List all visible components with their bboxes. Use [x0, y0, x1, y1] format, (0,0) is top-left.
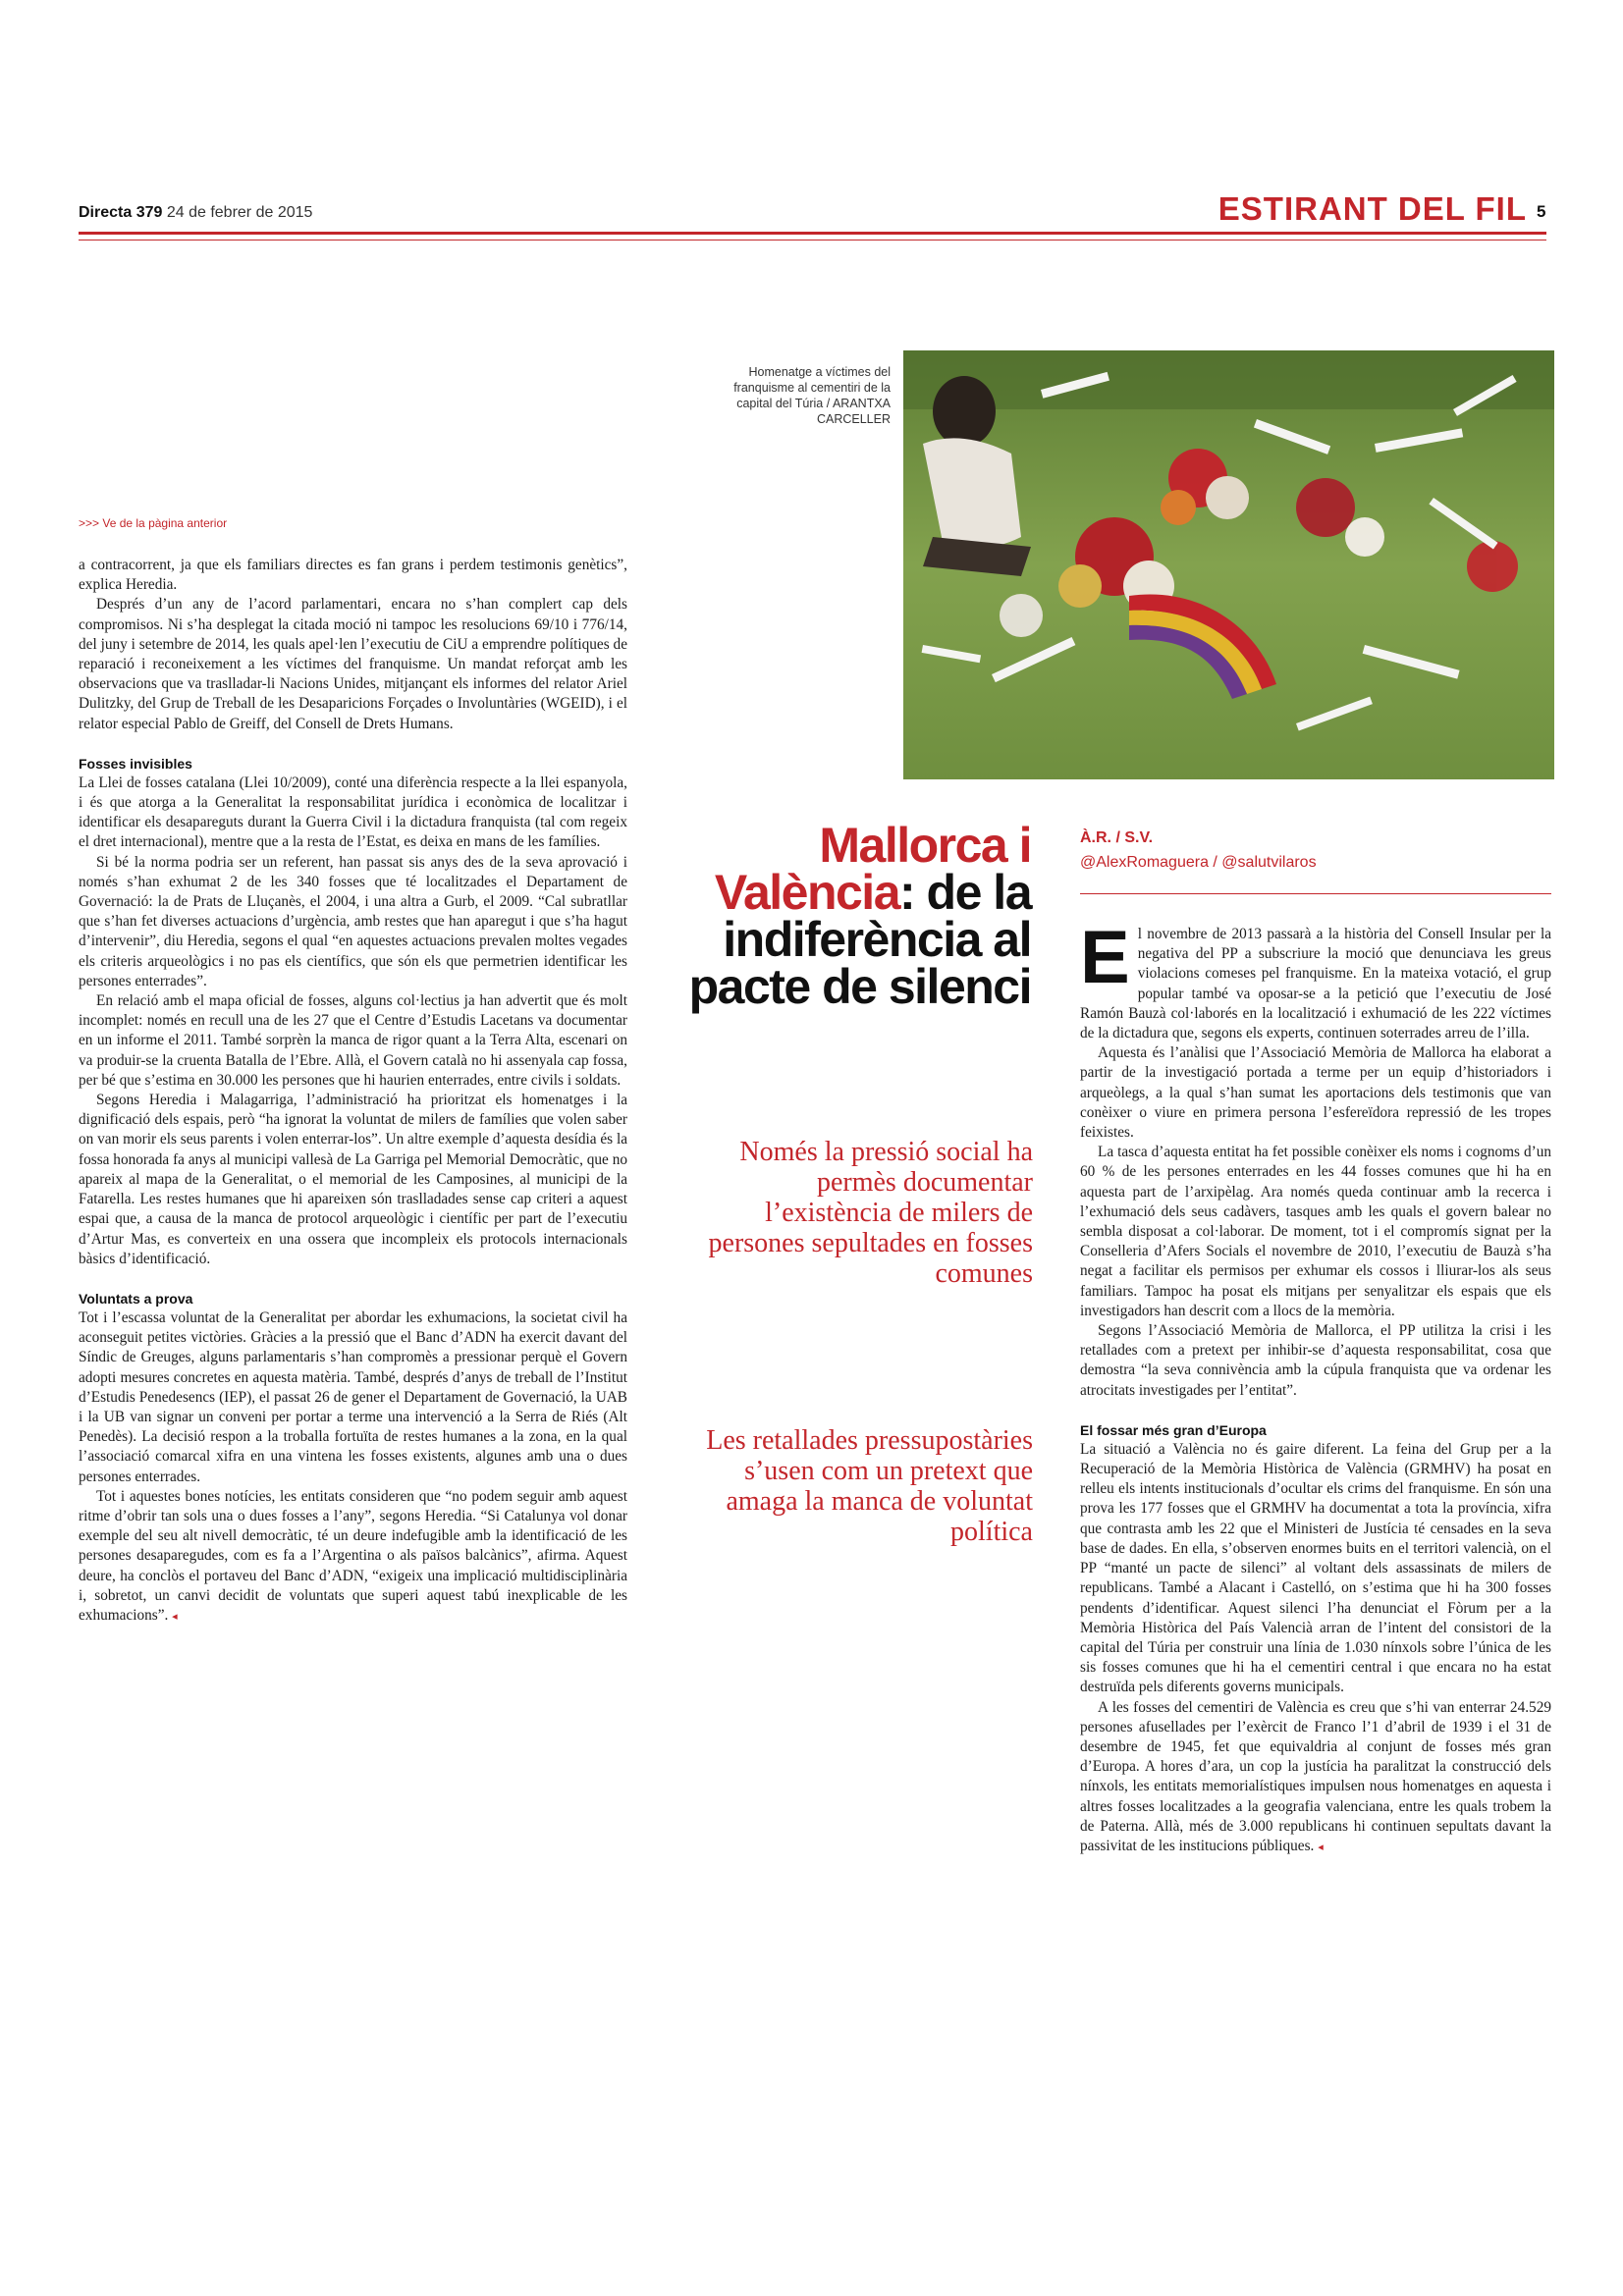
byline-twitter: @AlexRomaguera / @salutvilaros — [1080, 854, 1317, 871]
article-paragraph-1: Aquesta és l’anàlisi que l’Associació Memòria de Mallorca ha elaborat a partir de la investigació portada a terme per un equip d’historiadors i arqueòlegs, a la qual s’han sumat les aportacions dels testimonis que van conèixer o viure en primera persona l’esfereïdora repressió de les tropes feixistes. — [1080, 1044, 1551, 1142]
section2-paragraph-1: Tot i l’escassa voluntat de la Generalitat per abordar les exhumacions, la societat civil ha aconseguit petites victòries. Gràcies a la pressió que el Banc d’ADN ha exercit davant del Síndic de Greuges, alguns parlamentaris s’han compromès a pressionar perquè el Govern adopti mesures concretes en aquesta matèria. També, després d’anys de treball de l’Institut d’Estudis Penedesencs (IEP), el passat 26 de gener el Departament de Governació, la UAB i la UB van signar un conveni per portar a terme una intervenció a la Serra de Riés (Alt Penedès). La decisió respon a la troballa fortuïta de restes humanes a la zona, en la qual l’associació comarcal xifra en una vintena les fosses existents, algunes amb una o dues persones enterrades. — [79, 1308, 627, 1485]
fossar-paragraph-1: La situació a València no és gaire diferent. La feina del Grup per a la Recuperació de la Memòria Històrica de València (GRMHV) ha posat en relleu els intents institucionals d’ocultar els crims del franquisme. En són una prova les 177 fosses que el GRMHV ha documentat a tota la província, xifra que contrasta amb les 22 que el Ministeri de Justícia té censades en la seva base de dades. En ella, s’observen enormes buits en el territori valencià, on el PP “manté un pacte de silenci” al voltant dels assassinats de milers de republicans. També a Alacant i Castelló, on s’estima que hi ha 300 fosses pendents d’identificar. Aquest silenci l’ha denunciat el Fòrum per a la Memòria Històrica del País Valencià arran de l’intent del consistori de la capital del Túria per construir una línia de 1.030 nínxols sobre l’única de les sis fosses comunes que hi ha el cementiri central i que encara no ha estat destruïda pels diferents governs municipals. — [1080, 1440, 1551, 1696]
photo-caption: Homenatge a víctimes del franquisme al cementiri de la capital del Túria / ARANTXA CARCELLER — [733, 365, 891, 426]
section-heading-fosses: Fosses invisibles — [79, 755, 192, 772]
right-column — [1080, 916, 1551, 1857]
lead-paragraph-text: l novembre de 2013 passarà a la història del Consell Insular per la negativa del PP a subscriure la moció que denunciava les greus violacions comeses pel franquisme. En la mateixa votació, el grup popular també va oposar-se a la petició que l’executiu de José Ramón Bauzà col·laborés en la localització i exhumació de les 222 víctimes de la dictadura que, segons els experts, continuen soterrades arreu de l’illa. — [1080, 926, 1551, 1042]
publication-name: Directa 379 — [79, 204, 163, 221]
headline — [687, 818, 1031, 1014]
left-column — [79, 556, 627, 1627]
article-paragraph-3: Segons l’Associació Memòria de Mallorca, el PP utilitza la crisi i les retallades com a pretext per inhibir-se d’aquesta responsabilitat, cosa que demostra “la seva connivència amb la cúpula franquista que va ordenar les atrocitats investigades per l’entitat”. — [1080, 1322, 1551, 1399]
section-heading-voluntats: Voluntats a prova — [79, 1290, 193, 1307]
headline-red: Mallorca i València — [714, 818, 1031, 920]
end-mark: ◂ — [172, 1610, 178, 1623]
fossar-paragraph-2-text: A les fosses del cementiri de València es creu que s’hi van enterrar 24.529 persones afusellades per l’exèrcit de Franco l’1 d’abril de 1939 i el 31 de desembre de 1945, fet que equivaldria al conjunt de fosses més gran d’Europa. A hores d’ara, un cop la justícia ha paralitzat la construcció dels nínxols, les entitats memorialístiques impulsen nous homenatges en aquesta i altres fosses localitzades a la geografia valenciana, entre les quals trobem la de Paterna. Allà, més de 3.000 republicans hi continuen sepultats davant la passivitat de les institucions públiques. — [1080, 1698, 1551, 1854]
byline-rule — [1080, 893, 1551, 894]
intro-paragraph-2: Després d’un any de l’acord parlamentari, encara no s’han complert cap dels compromisos. Ni s’ha desplegat la citada moció ni tampoc les resolucions 69/10 i 776/14, del juny i setembre de 2014, les quals apel·len l’executiu de CiU a emprendre polítiques de reparació i reconeixement a les víctimes del franquisme. Un mandat reforçat amb les observacions que va traslladar-li Nacions Unides, mitjançant els informes del relator Ariel Dulitzky, del Grup de Treball de les Desaparicions Forçades o Involuntàries (WGEID), i el relator especial Pablo de Greiff, del Consell de Drets Humans. — [79, 596, 627, 732]
article-paragraph-2: La tasca d’aquesta entitat ha fet possible conèixer els noms i cognoms d’un 60 % de les persones enterrades en les 44 fosses comunes que hi ha en aquesta part de l’arxipèlag. Ara només queda continuar amb la recerca i l’exhumació dels seus cadàvers, tasques amb les quals el govern balear no sembla disposat a col·laborar. De moment, tot i el compromís signat per la Conselleria d’Afers Socials el novembre de 2010, l’executiu de Bauzà s’ha negat a facilitar els permisos per exhumar els cossos i lliurar-los als seus familiars. Tampoc ha posat els mitjans per senyalitzar els espais que els investigadors han descrit com a llocs de la memòria. — [1080, 1144, 1551, 1319]
intro-paragraph-1: a contracorrent, ja que els familiars directes es fan grans i perdem testimonis genètics”, explica Heredia. — [79, 557, 627, 594]
section2-paragraph-2 — [79, 1487, 627, 1627]
headline-black: : de la indiferència al pacte de silenci — [688, 865, 1031, 1014]
pull-quote-2: Les retallades pressupostàries s’usen com un pretext que amaga la manca de voluntat política — [706, 1425, 1033, 1547]
page-number: 5 — [1537, 202, 1546, 221]
section1-paragraph-4: Segons Heredia i Malagarriga, l’administració ha prioritzat els homenatges i la dignificació dels espais, però “ha ignorat la voluntat de milers de famílies que volen saber on van morir els seus parents i volen enterrar-los”. Un altre exemple d’aquesta desídia és la fossa honorada fa anys al municipi vallesà de La Garriga pel Memorial Democràtic, que no apareix al mapa de la Generalitat, o el memorial de les Camposines, al municipi de la Fatarella. Les restes humanes que hi apareixen són traslladades sense cap criteri a aquest espai que, a causa de la manca de protocol arqueològic i científic per part de l’executiu d’Artur Mas, es converteix en una ossera que incompleix els protocols internacionals bàsics d’identificació. — [79, 1092, 627, 1267]
continuation-note: >>> Ve de la pàgina anterior — [79, 516, 228, 530]
section-heading-fossar: El fossar més gran d’Europa — [1080, 1421, 1267, 1438]
lead-paragraph — [1080, 916, 1551, 1043]
photo-illustration — [903, 350, 1554, 779]
publication-info — [79, 204, 312, 222]
section2-paragraph-2-text: Tot i aquestes bones notícies, les entitats consideren que “no podem seguir amb aquest ritme d’obrir tan sols una o dues fosses a l’any”, segons Heredia. “Si Catalunya vol donar exemple del seu alt nivell democràtic, té un deure indefugible amb la identificació de les persones desaparegudes, com es fa a l’Argentina o als països balcànics”, afirma. Aquest deure, ha conclòs el portaveu del Banc d’ADN, “exigeix una implicació multidisciplinària i, sobretot, un canvi decidit de voluntats que superi aquest tabú inexplicable de les exhumacions”. — [79, 1487, 627, 1624]
byline-author: À.R. / S.V. — [1080, 829, 1154, 846]
section1-paragraph-1: La Llei de fosses catalana (Llei 10/2009), conté una diferència respecte a la llei espanyola, i és que atorga a la Generalitat la responsabilitat jurídica i econòmica de localitzar i identificar els desapareguts durant la Guerra Civil i la dictadura franquista (tal com regeix el dret internacional), mentre que a la resta de l’Estat, es deixa en mans de les famílies. — [79, 774, 627, 851]
section1-paragraph-2: Si bé la norma podria ser un referent, han passat sis anys des de la seva aprovació i només s’han exhumat 2 de les 340 fosses que té localitzades el Departament de Governació: la de Prats de Lluçanès, el 2004, i una altra a Gurb, el 2009. “Cal subratllar que s’han fet diverses actuacions d’urgència, amb restes que han aparegut i que s’ha hagut d’intervenir”, diu Heredia, segons el qual “en aquestes actuacions prevalen moltes vegades els criteris arqueològics i no pas els científics, que són els que permetrien identificar les persones enterrades”. — [79, 853, 627, 989]
article-end-mark: ◂ — [1318, 1841, 1324, 1853]
fossar-paragraph-2 — [1080, 1698, 1551, 1858]
section-title: ESTIRANT DEL FIL — [1217, 190, 1527, 227]
header-rule-top — [79, 232, 1546, 235]
pull-quote-1: Només la pressió social ha permès documentar l’existència de milers de persones sepultades en fosses comunes — [708, 1137, 1033, 1289]
drop-cap: E — [1080, 916, 1130, 999]
publication-date: 24 de febrer de 2015 — [166, 204, 313, 221]
memorial-photo — [903, 350, 1554, 779]
section1-paragraph-3: En relació amb el mapa oficial de fosses, alguns col·lectius ja han advertit que és molt incomplet: només en recull una de les 27 que el Centre d’Estudis Lacetans va documentar en un informe el 2011. També sorprèn la manca de rigor quant a la Terra Alta, escenari on va produir-se la cruenta Batalla de l’Ebre. Allà, el Govern català no hi assenyala cap fossa, per bé que s’estima en 30.000 les persones que hi haurien enterrades, entre civils i soldats. — [79, 992, 627, 1089]
